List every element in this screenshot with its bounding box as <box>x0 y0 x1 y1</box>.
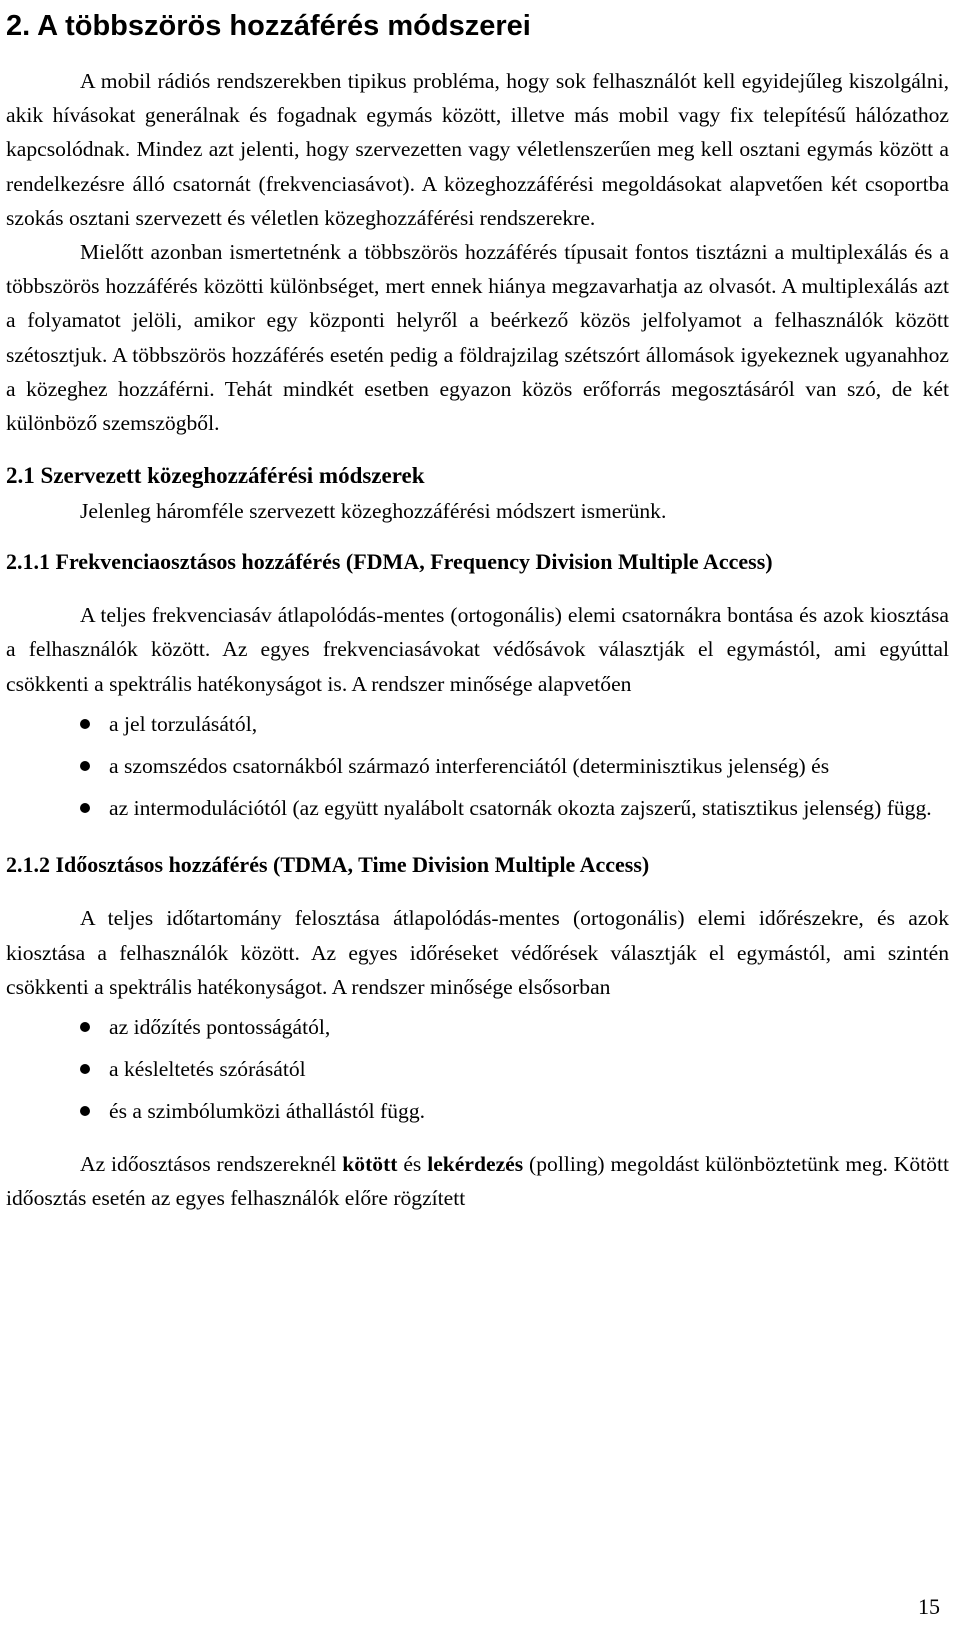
tdma-quality-list <box>6 1010 949 1129</box>
list-item: az intermodulációtól (az együtt nyalábolt csatornák okozta zajszerű, statisztikus jelenség) függ. <box>6 791 949 825</box>
bullet-icon <box>80 803 90 813</box>
fdma-quality-list <box>6 707 949 826</box>
bullet-icon <box>80 1022 90 1032</box>
bullet-icon <box>80 719 90 729</box>
section-2-1-2-paragraph: A teljes időtartomány felosztása átlapolódás-mentes (ortogonális) elemi időrészekre, és azok kiosztása a felhasználók között. Az egyes időréseket védőrések választják el egymástól, ami szintén csökkenti a spektrális hatékonyságot. A rendszer minősége elsősorban <box>6 906 949 999</box>
document-page <box>6 0 949 1215</box>
list-item: a késleltetés szórásától <box>6 1052 949 1086</box>
bullet-icon <box>80 1064 90 1074</box>
term-lekerdezes: lekérdezés <box>427 1151 524 1176</box>
term-kotott: kötött <box>342 1151 398 1176</box>
bullet-icon <box>80 761 90 771</box>
list-item: a jel torzulásától, <box>6 707 949 741</box>
section-2-1-1-heading: 2.1.1 Frekvenciaosztásos hozzáférés (FDMA, Frequency Division Multiple Access) <box>6 549 773 575</box>
section-2-1-intro: Jelenleg háromféle szervezett közeghozzáférési módszert ismerünk. <box>80 499 667 524</box>
list-item: és a szimbólumközi áthallástól függ. <box>6 1094 949 1128</box>
section-2-1-heading: 2.1 Szervezett közeghozzáférési módszerek <box>6 463 425 489</box>
section-2-paragraph-1: A mobil rádiós rendszerekben tipikus probléma, hogy sok felhasználót kell egyidejűleg kiszolgálni, akik hívásokat generálnak és fogadnak egymás között, illetve más mobil vagy fix telepítésű hálózathoz kapcsolódnak. Mindez azt jelenti, hogy szervezetten vagy véletlenszerűen meg kell osztani egymás között a rendelkezésre álló csatornát (frekvenciasávot). A közeghozzáférési megoldásokat alapvetően két csoportba szokás osztani szervezett és véletlen közeghozzáférési rendszerekre. <box>6 69 949 230</box>
section-2-1-2-heading: 2.1.2 Időosztásos hozzáférés (TDMA, Time Division Multiple Access) <box>6 852 650 878</box>
section-2-1-2-final-paragraph: Az időosztásos rendszereknél kötött és lekérdezés (polling) megoldást különböztetünk meg. Kötött időosztás esetén az egyes felhasználók előre rögzített <box>6 1151 949 1210</box>
bullet-icon <box>80 1106 90 1116</box>
section-2-1-1-paragraph: A teljes frekvenciasáv átlapolódás-mentes (ortogonális) elemi csatornákra bontása és azok kiosztása a felhasználók között. Az egyes frekvenciasávokat védősávok választják el egymástól, ami egyúttal csökkenti a spektrális hatékonyságot is. A rendszer minősége alapvetően <box>6 603 949 696</box>
section-2-paragraph-2: Mielőtt azonban ismertetnénk a többszörös hozzáférés típusait fontos tisztázni a multiplexálás és a többszörös hozzáférés közötti különbséget, mert ennek hiánya megzavarhatja az olvasót. A multiplexálás azt a folyamatot jelöli, amikor egy központi helyről a beérkező közös jelfolyamot a felhasználók között szétosztjuk. A többszörös hozzáférés esetén pedig a földrajzilag szétszórt állomások igyekeznek ugyanahhoz a közeghez hozzáférni. Tehát mindkét esetben egyazon közös erőforrás megosztásáról van szó, de két különböző szemszögből. <box>6 240 949 436</box>
page-number: 15 <box>918 1594 940 1619</box>
section-2-heading: 2. A többszörös hozzáférés módszerei <box>6 10 531 42</box>
list-item: az időzítés pontosságától, <box>6 1010 949 1044</box>
list-item: a szomszédos csatornákból származó interferenciától (determinisztikus jelenség) és <box>6 749 949 783</box>
